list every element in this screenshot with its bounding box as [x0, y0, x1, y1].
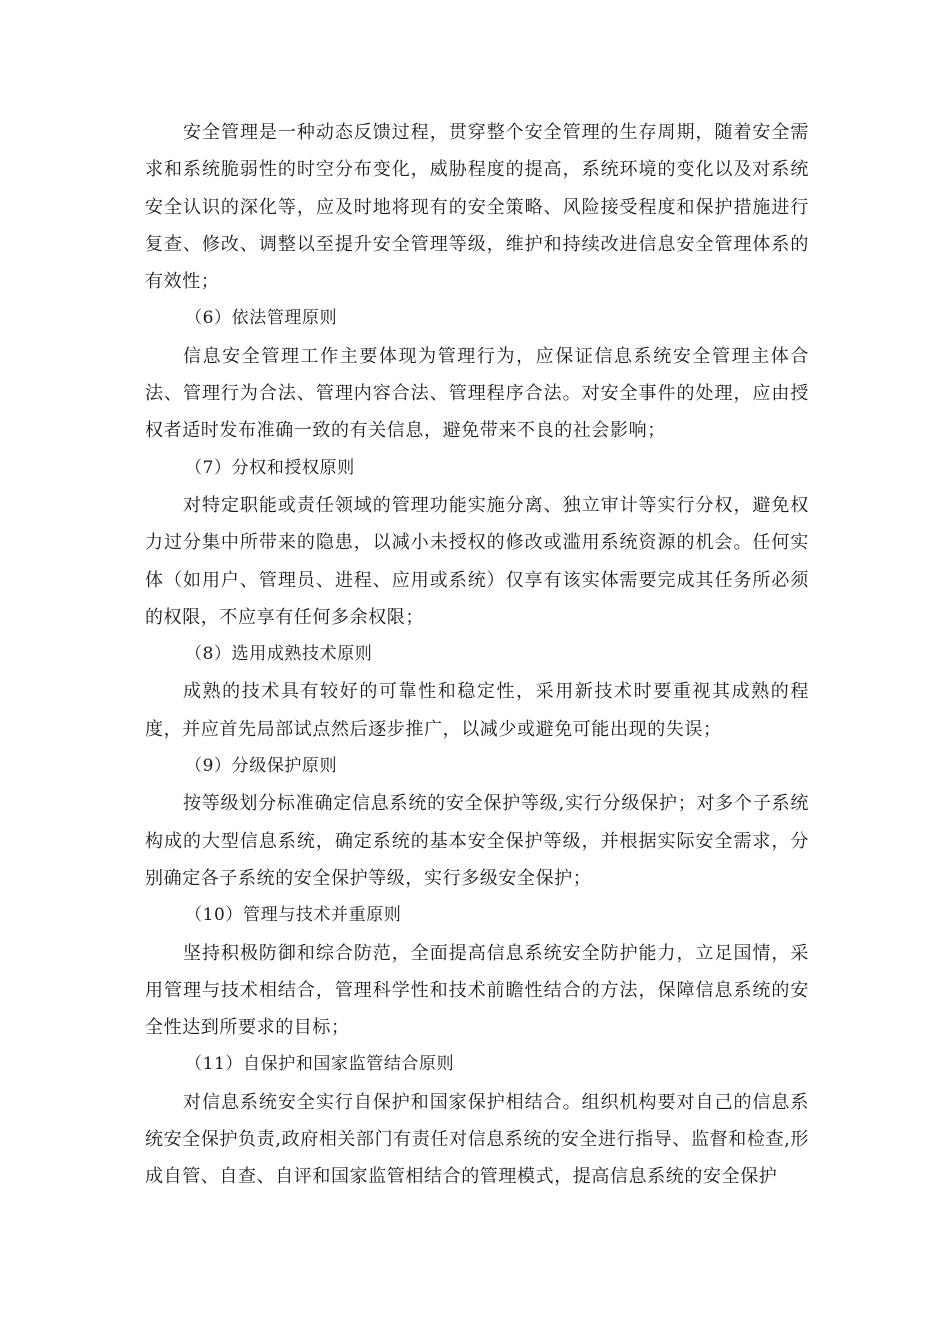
heading-graded-protection-principle: （9）分级保护原则: [185, 756, 338, 777]
paragraph-authorization-principle: 对特定职能或责任领域的管理功能实施分离、独立审计等实行分权，避免权力过分集中所带来的隐患，以减小未授权的修改或滥用系统资源的机会。任何实体（如用户、管理员、进程、应用或系统）仅享有该实体需要完成其任务所必须的权限，不应享有任何多余权限；: [145, 494, 809, 628]
paragraph-mature-technology-principle: 成熟的技术具有较好的可靠性和稳定性，采用新技术时要重视其成熟的程度，并应首先局部试点然后逐步推广，以减少或避免可能出现的失误；: [145, 681, 809, 740]
paragraph-dynamic-feedback: 安全管理是一种动态反馈过程，贯穿整个安全管理的生存周期，随着安全需求和系统脆弱性的时空分布变化，威胁程度的提高，系统环境的变化以及对系统安全认识的深化等，应及时地将现有的安全策略、风险接受程度和保护措施进行复查、修改、调整以至提升安全管理等级，维护和持续改进信息安全管理体系的有效性；: [145, 122, 809, 293]
paragraph-management-technology-principle: 坚持积极防御和综合防范，全面提高信息系统安全防护能力，立足国情，采用管理与技术相结合，管理科学性和技术前瞻性结合的方法，保障信息系统的安全性达到所要求的目标；: [145, 942, 809, 1039]
heading-self-protection-principle: （11）自保护和国家监管结合原则: [185, 1054, 455, 1075]
paragraph-graded-protection-principle: 按等级划分标准确定信息系统的安全保护等级,实行分级保护；对多个子系统构成的大型信息系统，确定系统的基本安全保护等级，并根据实际安全需求，分别确定各子系统的安全保护等级，实行多级安全保护；: [145, 793, 809, 889]
heading-authorization-principle: （7）分权和授权原则: [185, 457, 355, 478]
heading-law-principle: （6）依法管理原则: [185, 308, 338, 329]
heading-mature-technology-principle: （8）选用成熟技术原则: [185, 644, 373, 665]
heading-management-technology-principle: （10）管理与技术并重原则: [185, 905, 402, 926]
paragraph-self-protection-principle: 对信息系统安全实行自保护和国家保护相结合。组织机构要对自己的信息系统安全保护负责,政府相关部门有责任对信息系统的安全进行指导、监督和检查,形成自管、自查、自评和国家监管相结合的管理模式，提高信息系统的安全保护: [145, 1091, 809, 1188]
document-body: [145, 114, 809, 1196]
paragraph-law-principle: 信息安全管理工作主要体现为管理行为，应保证信息系统安全管理主体合法、管理行为合法、管理内容合法、管理程序合法。对安全事件的处理，应由授权者适时发布准确一致的有关信息，避免带来不良的社会影响；: [145, 345, 809, 442]
